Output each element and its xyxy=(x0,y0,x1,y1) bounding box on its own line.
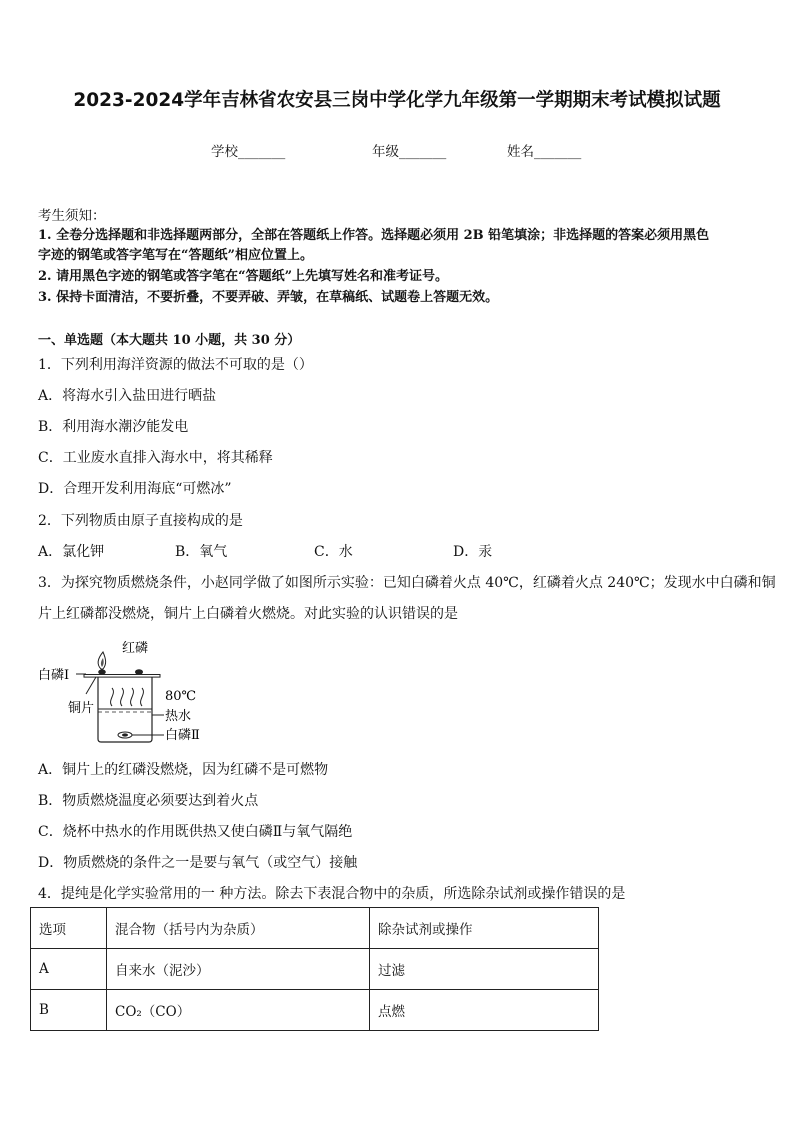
q2-option-b: B．氧气 xyxy=(175,544,228,560)
flame-core-icon xyxy=(101,658,104,667)
label-red-phosphorus: 红磷 xyxy=(122,641,149,656)
table-row xyxy=(31,990,599,1031)
q2-option-a: A．氯化钾 xyxy=(38,544,105,560)
table-cell: A xyxy=(31,949,107,990)
q3-option-d: D．物质燃烧的条件之一是要与氧气（或空气）接触 xyxy=(38,855,358,871)
q1-option-b: B．利用海水潮汐能发电 xyxy=(38,419,189,435)
label-copper-plate: 铜片 xyxy=(68,701,95,716)
copper-plate xyxy=(84,675,160,678)
table-cell: CO₂（CO） xyxy=(107,990,370,1031)
school-field: 学校_______ xyxy=(211,144,286,160)
name-field: 姓名_______ xyxy=(507,144,582,160)
q4-table xyxy=(30,907,599,1031)
q2-option-c: C．水 xyxy=(314,544,353,560)
q3-option-b: B．物质燃烧温度必须要达到着火点 xyxy=(38,793,259,809)
q1-option-d: D．合理开发利用海底“可燃冰” xyxy=(38,481,232,497)
table-header-cell: 混合物（括号内为杂质） xyxy=(107,908,370,949)
q1-option-a: A．将海水引入盐田进行晒盐 xyxy=(38,388,217,404)
q4-stem: 4．提纯是化学实验常用的一 种方法。除去下表混合物中的杂质，所选除杂试剂或操作错误的是 xyxy=(38,886,626,902)
label-temperature: 80℃ xyxy=(165,689,197,704)
q3-stem-line2: 片上红磷都没燃烧，铜片上白磷着火燃烧。对此实验的认识错误的是 xyxy=(38,606,458,622)
notice-item-2: 2. 请用黑色字迹的钢笔或答字笔在“答题纸”上先填写姓名和准考证号。 xyxy=(38,269,449,284)
table-cell: 过滤 xyxy=(370,949,599,990)
q1-stem: 1．下列利用海洋资源的做法不可取的是（） xyxy=(38,357,313,373)
table-header-cell: 除杂试剂或操作 xyxy=(370,908,599,949)
q2-stem: 2．下列物质由原子直接构成的是 xyxy=(38,513,243,529)
notice-heading: 考生须知： xyxy=(38,208,106,224)
section-heading: 一、单选题（本大题共 10 小题，共 30 分） xyxy=(38,333,301,348)
q2-option-d: D．汞 xyxy=(453,544,493,560)
q3-option-a: A．铜片上的红磷没燃烧，因为红磷不是可燃物 xyxy=(38,762,329,778)
notice-item-1-cont: 字迹的钢笔或答字笔写在“答题纸”相应位置上。 xyxy=(38,248,313,263)
page-title: 2023-2024学年吉林省农安县三岗中学化学九年级第一学期期末考试模拟试题 xyxy=(73,90,721,111)
notice-item-3: 3. 保持卡面清洁，不要折叠，不要弄破、弄皱，在草稿纸、试题卷上答题无效。 xyxy=(38,290,499,305)
table-header-row xyxy=(31,908,599,949)
table-cell: 点燃 xyxy=(370,990,599,1031)
table-cell: 自来水（泥沙） xyxy=(107,949,370,990)
grade-field: 年级_______ xyxy=(372,144,447,160)
white-phosphorus-i-lump xyxy=(98,669,106,674)
table-row xyxy=(31,949,599,990)
red-phosphorus-lump xyxy=(135,669,143,675)
notice-item-1: 1. 全卷分选择题和非选择题两部分，全部在答题纸上作答。选择题必须用 2B 铅笔填涂；非选择题的答案必须用黑色 xyxy=(38,228,710,243)
table-header-cell: 选项 xyxy=(31,908,107,949)
experiment-figure xyxy=(36,636,226,748)
table-cell: B xyxy=(31,990,107,1031)
q1-option-c: C．工业废水直排入海水中，将其稀释 xyxy=(38,450,273,466)
label-hot-water: 热水 xyxy=(165,709,192,724)
label-white-phosphorus-i: 白磷Ⅰ xyxy=(38,668,70,683)
q3-option-c: C．烧杯中热水的作用既供热又使白磷Ⅱ与氧气隔绝 xyxy=(38,824,353,840)
label-white-phosphorus-ii: 白磷Ⅱ xyxy=(165,728,200,743)
q3-stem-line1: 3．为探究物质燃烧条件，小赵同学做了如图所示实验：已知白磷着火点 40℃，红磷着火点 240℃；发现水中白磷和铜 xyxy=(38,575,776,591)
